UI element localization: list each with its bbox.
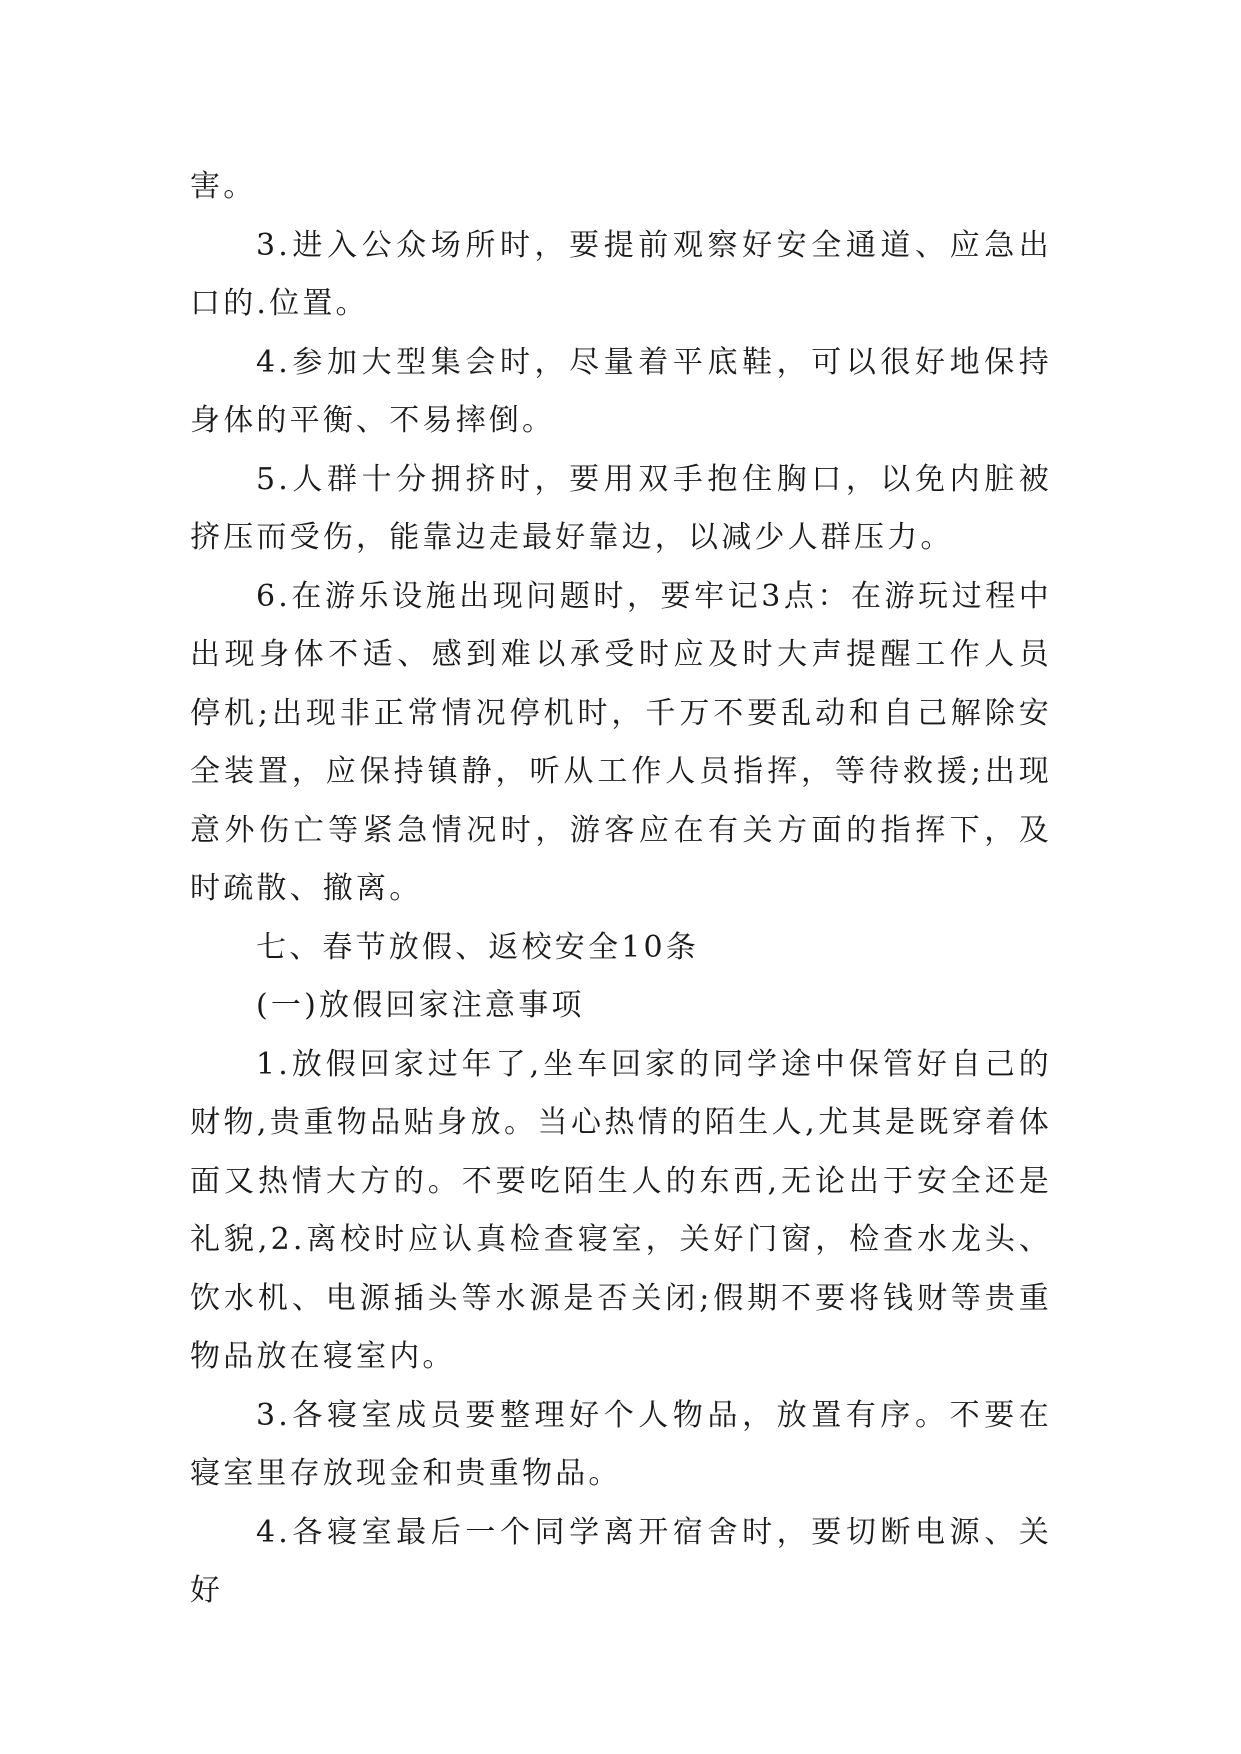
paragraph-holiday-item-1: 1.放假回家过年了,坐车回家的同学途中保管好自己的财物,贵重物品贴身放。当心热情的陌生人,尤其是既穿着体面又热情大方的。不要吃陌生人的东西,无论出于安全还是礼貌,2.离校时应认真检查寝室，关好门窗，检查水龙头、饮水机、电源插头等水源是否关闭;假期不要将钱财等贵重物品放在寝室内。: [190, 1046, 1052, 1374]
paragraph-continuation: 害。: [190, 169, 257, 204]
paragraph-item-3: 3.进入公众场所时，要提前观察好安全通道、应急出口的.位置。: [190, 227, 1052, 321]
subsection-heading-one: (一)放假回家注意事项: [256, 988, 585, 1023]
paragraph-item-6: 6.在游乐设施出现问题时，要牢记3点：在游玩过程中出现身体不适、感到难以承受时应及时大声提醒工作人员停机;出现非正常情况停机时，千万不要乱动和自己解除安全装置，应保持镇静，听从工作人员指挥，等待救援;出现意外伤亡等紧急情况时，游客应在有关方面的指挥下，及时疏散、撤离。: [190, 578, 1052, 906]
section-heading-seven: 七、春节放假、返校安全10条: [256, 929, 699, 965]
paragraph-item-4: 4.参加大型集会时，尽量着平底鞋，可以很好地保持身体的平衡、不易摔倒。: [190, 344, 1052, 438]
document-body: [190, 158, 1052, 1621]
paragraph-holiday-item-4: 4.各寝室最后一个同学离开宿舍时，要切断电源、关好: [190, 1514, 1052, 1608]
paragraph-item-5: 5.人群十分拥挤时，要用双手抱住胸口，以免内脏被挤压而受伤，能靠边走最好靠边，以减少人群压力。: [190, 461, 1052, 555]
paragraph-holiday-item-3: 3.各寝室成员要整理好个人物品，放置有序。不要在寝室里存放现金和贵重物品。: [190, 1397, 1052, 1491]
